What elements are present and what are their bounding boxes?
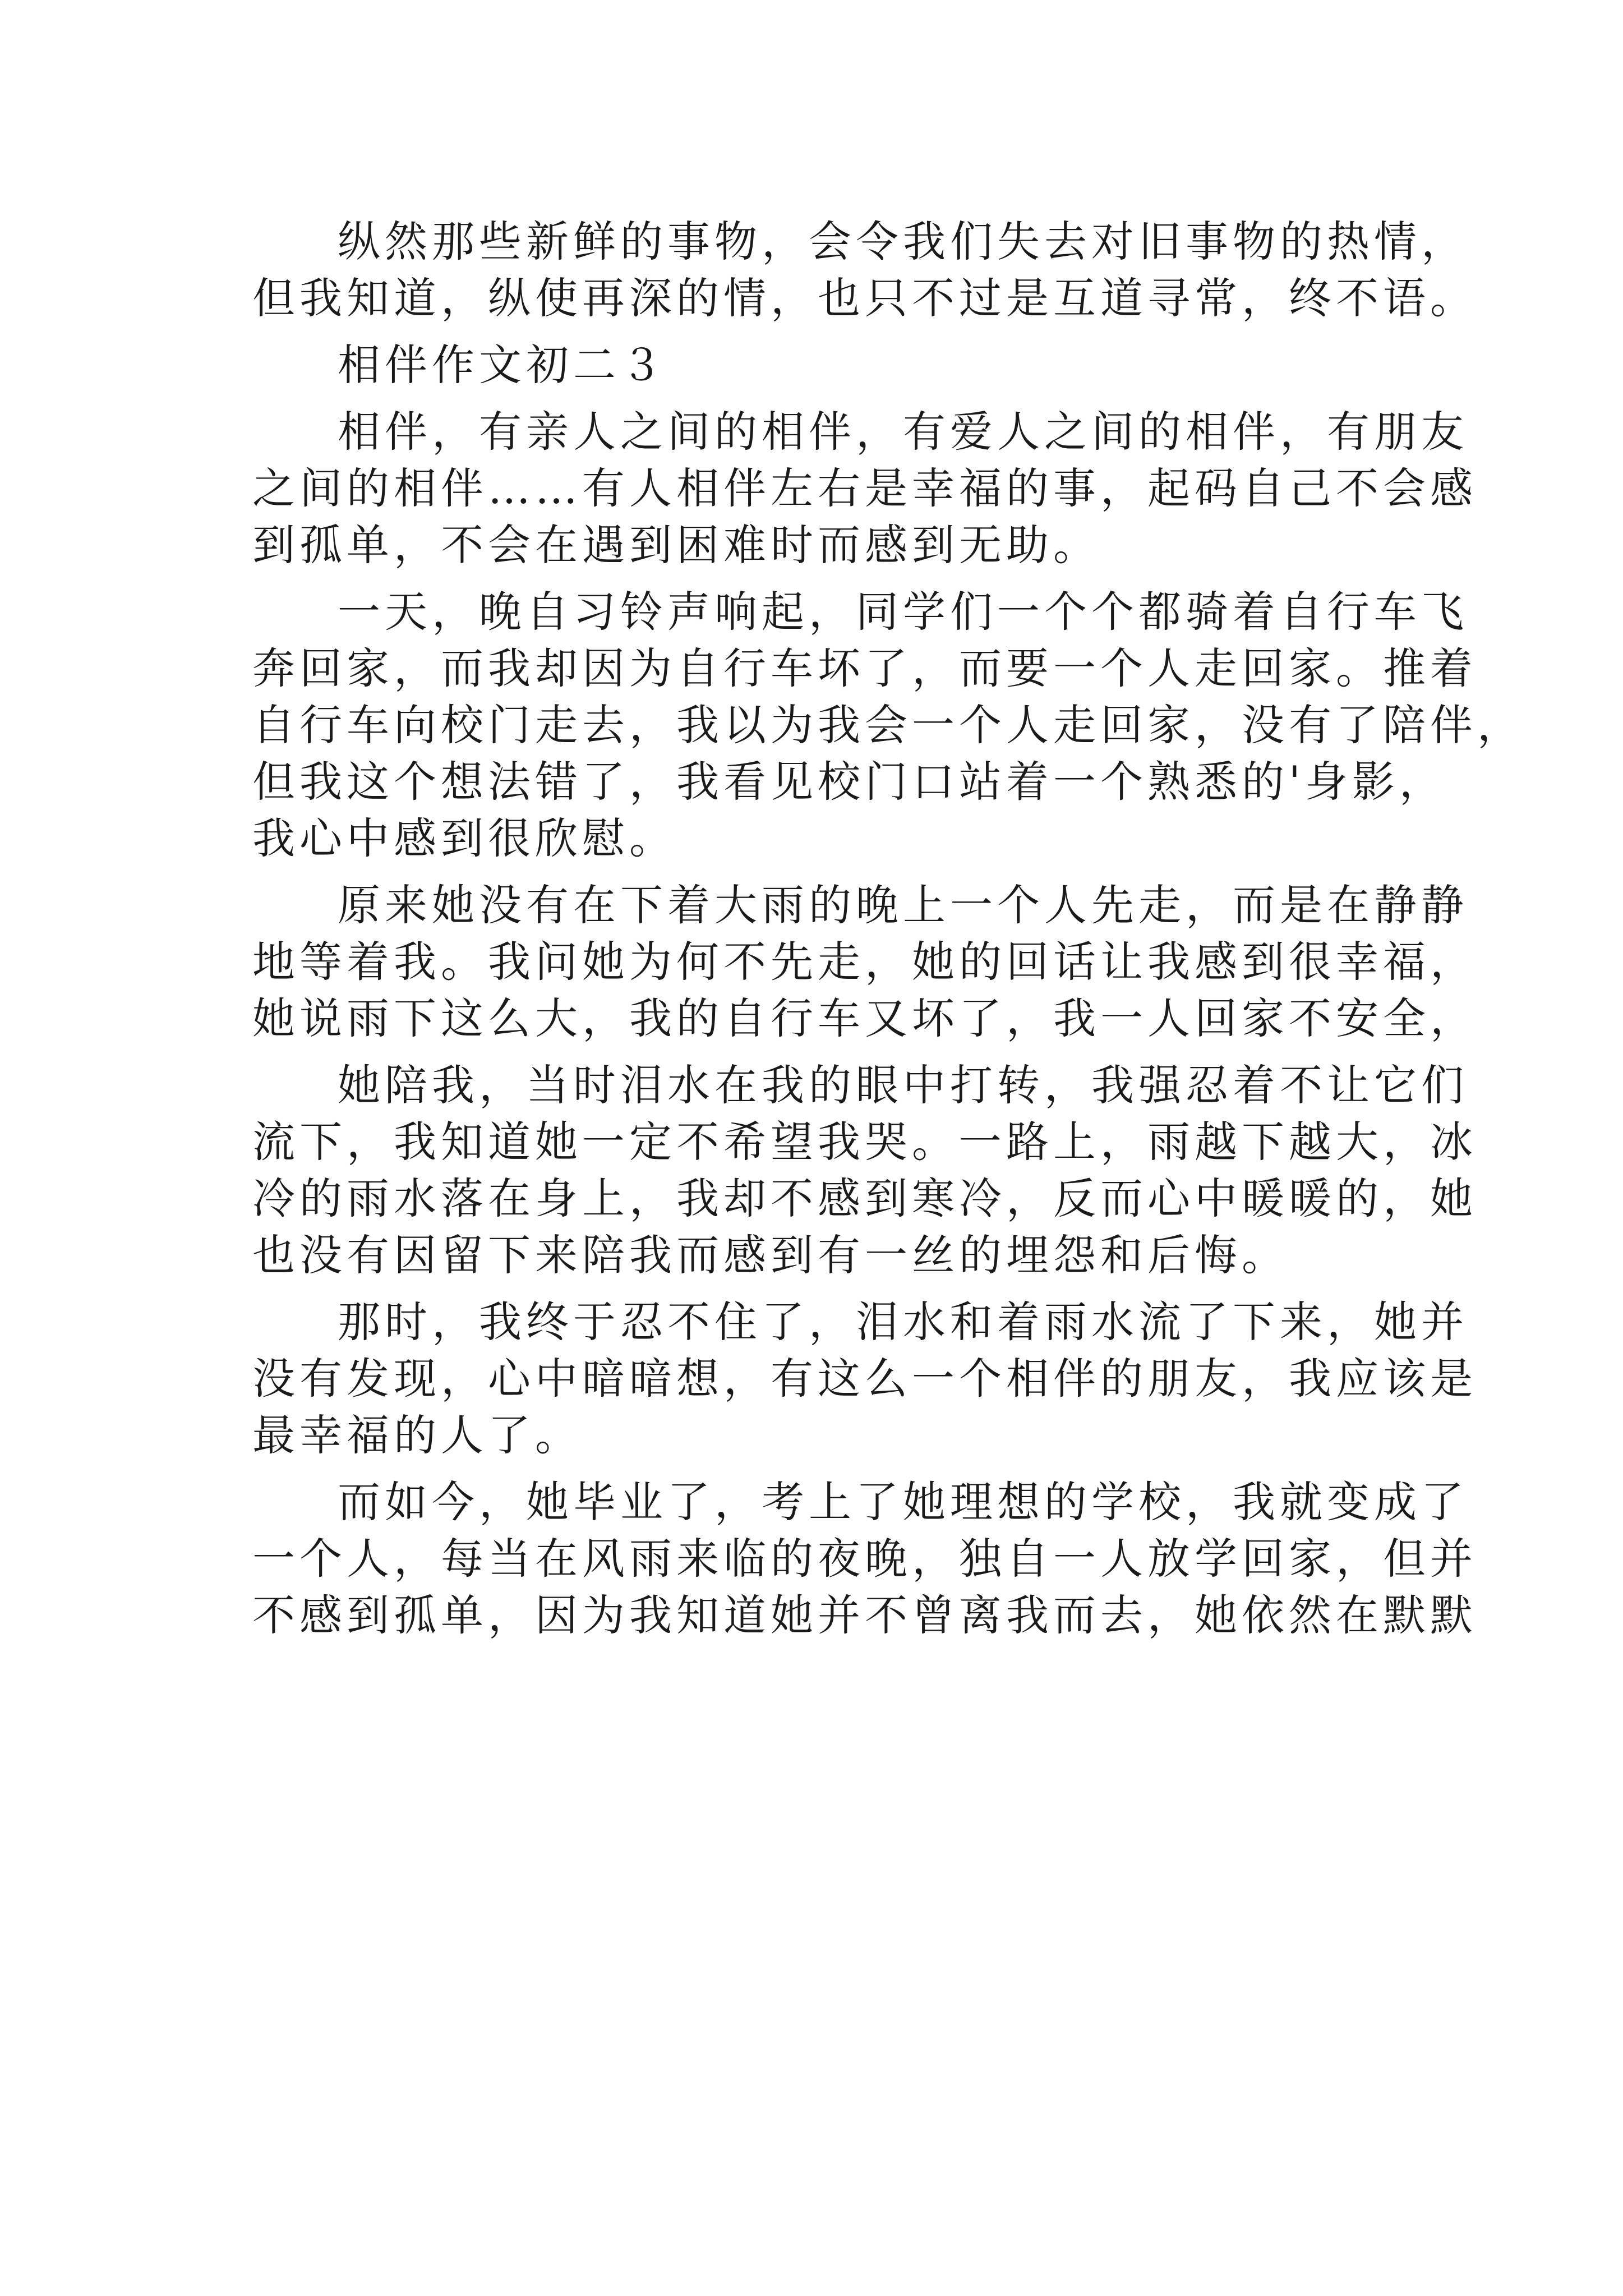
paragraph-line: 没有发现，心中暗暗想，有这么一个相伴的朋友，我应该是 (252, 1354, 1477, 1404)
paragraph-line: 一个人，每当在风雨来临的夜晚，独自一人放学回家，但并 (252, 1534, 1477, 1584)
paragraph-line: 之间的相伴……有人相伴左右是幸福的事，起码自己不会感 (252, 463, 1477, 513)
paragraph-line: 我心中感到很欣慰。 (252, 813, 676, 863)
paragraph-line: 冷的雨水落在身上，我却不感到寒冷，反而心中暖暖的，她 (252, 1174, 1477, 1223)
paragraph-line: 她说雨下这么大，我的自行车又坏了，我一人回家不安全， (252, 993, 1477, 1043)
section-title: 相伴作文初二３ (338, 340, 667, 390)
paragraph-line: 也没有因留下来陪我而感到有一丝的埋怨和后悔。 (252, 1230, 1289, 1280)
paragraph-line: 自行车向校门走去，我以为我会一个人走回家，没有了陪伴， (252, 700, 1524, 750)
paragraph-line: 奔回家，而我却因为自行车坏了，而要一个人走回家。推着 (252, 643, 1477, 693)
paragraph-line: 那时，我终于忍不住了，泪水和着雨水流了下来，她并 (338, 1297, 1468, 1347)
paragraph-line: 到孤单，不会在遇到困难时而感到无助。 (252, 520, 1100, 570)
paragraph-line: 最幸福的人了。 (252, 1410, 582, 1460)
paragraph-line: 不感到孤单，因为我知道她并不曾离我而去，她依然在默默 (252, 1590, 1477, 1640)
paragraph-line: 原来她没有在下着大雨的晚上一个人先走，而是在静静 (338, 880, 1468, 930)
paragraph-line: 纵然那些新鲜的事物，会令我们失去对旧事物的热情， (338, 217, 1468, 266)
paragraph-line: 但我这个想法错了，我看见校门口站着一个熟悉的'身影， (252, 757, 1446, 807)
paragraph-line: 她陪我，当时泪水在我的眼中打转，我强忍着不让它们 (338, 1060, 1468, 1110)
paragraph-line: 一天，晚自习铃声响起，同学们一个个都骑着自行车飞 (338, 587, 1468, 637)
paragraph-line: 但我知道，纵使再深的情，也只不过是互道寻常，终不语。 (252, 273, 1477, 323)
paragraph-line: 而如今，她毕业了，考上了她理想的学校，我就变成了 (338, 1477, 1468, 1527)
paragraph-line: 流下，我知道她一定不希望我哭。一路上，雨越下越大，冰 (252, 1117, 1477, 1167)
paragraph-line: 地等着我。我问她为何不先走，她的回话让我感到很幸福， (252, 937, 1477, 987)
paragraph-line: 相伴，有亲人之间的相伴，有爱人之间的相伴，有朋友 (338, 407, 1468, 457)
essay-body (252, 213, 1524, 1644)
